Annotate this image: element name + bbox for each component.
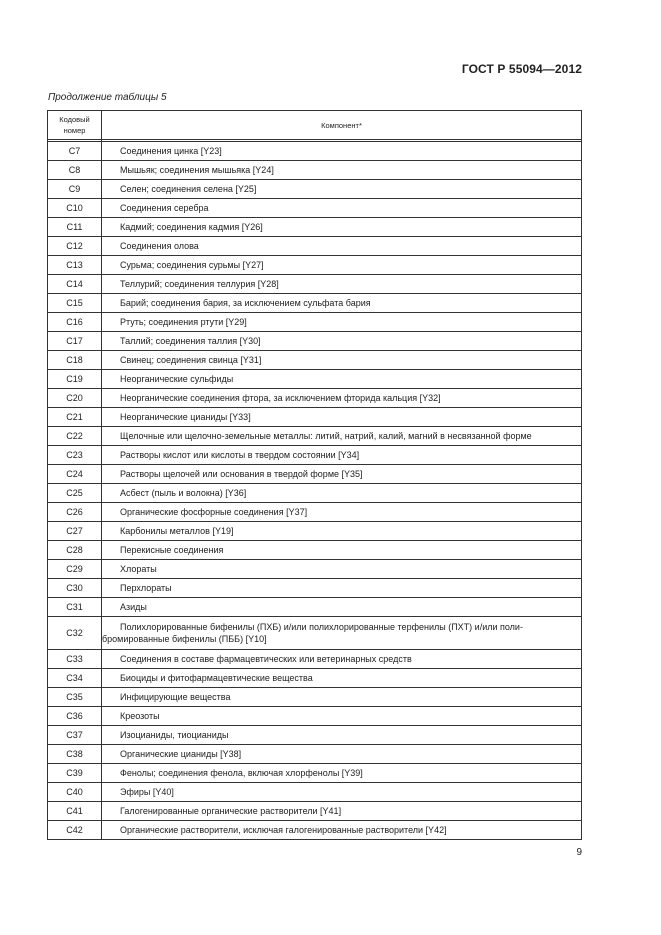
table-row bbox=[48, 783, 582, 802]
row-component: Щелочные или щелочно-земельные металлы: литий, натрий, калий, магний в несвязанной форме bbox=[102, 427, 582, 446]
row-code: C26 bbox=[48, 503, 102, 522]
row-component: Растворы кислот или кислоты в твердом состоянии [Y34] bbox=[102, 446, 582, 465]
table-body bbox=[48, 142, 582, 840]
row-code: C8 bbox=[48, 161, 102, 180]
table-row bbox=[48, 579, 582, 598]
row-component: Органические растворители, исключая галогенированные растворители [Y42] bbox=[102, 821, 582, 840]
table-caption: Продолжение таблицы 5 bbox=[48, 92, 167, 103]
row-code: C22 bbox=[48, 427, 102, 446]
table-row bbox=[48, 707, 582, 726]
table-row bbox=[48, 294, 582, 313]
table-row bbox=[48, 541, 582, 560]
row-component: Перхлораты bbox=[102, 579, 582, 598]
row-component bbox=[102, 617, 582, 650]
row-component: Биоциды и фитофармацевтические вещества bbox=[102, 669, 582, 688]
row-code: C33 bbox=[48, 650, 102, 669]
row-component: Галогенированные органические растворители [Y41] bbox=[102, 802, 582, 821]
table-row bbox=[48, 218, 582, 237]
row-code: C18 bbox=[48, 351, 102, 370]
row-component: Изоцианиды, тиоцианиды bbox=[102, 726, 582, 745]
table-row bbox=[48, 142, 582, 161]
row-code: C23 bbox=[48, 446, 102, 465]
row-code: C7 bbox=[48, 142, 102, 161]
row-code: C31 bbox=[48, 598, 102, 617]
table-row bbox=[48, 427, 582, 446]
table-row bbox=[48, 256, 582, 275]
table-row bbox=[48, 389, 582, 408]
row-component: Сурьма; соединения сурьмы [Y27] bbox=[102, 256, 582, 275]
row-code: C28 bbox=[48, 541, 102, 560]
components-table bbox=[47, 110, 582, 840]
row-component: Азиды bbox=[102, 598, 582, 617]
table-row bbox=[48, 237, 582, 256]
table-row bbox=[48, 617, 582, 650]
row-code: C9 bbox=[48, 180, 102, 199]
row-code: C16 bbox=[48, 313, 102, 332]
table-row bbox=[48, 560, 582, 579]
table-row bbox=[48, 351, 582, 370]
row-code: C30 bbox=[48, 579, 102, 598]
row-component: Растворы щелочей или основания в твердой форме [Y35] bbox=[102, 465, 582, 484]
table-row bbox=[48, 688, 582, 707]
row-component: Селен; соединения селена [Y25] bbox=[102, 180, 582, 199]
table-row bbox=[48, 370, 582, 389]
row-code: C25 bbox=[48, 484, 102, 503]
row-code: C15 bbox=[48, 294, 102, 313]
table-row bbox=[48, 465, 582, 484]
row-code: C40 bbox=[48, 783, 102, 802]
row-code: C39 bbox=[48, 764, 102, 783]
row-code: C29 bbox=[48, 560, 102, 579]
column-header-code-line1: Кодовый bbox=[59, 115, 90, 124]
table-row bbox=[48, 802, 582, 821]
row-code: C37 bbox=[48, 726, 102, 745]
table-row bbox=[48, 180, 582, 199]
row-component: Неорганические цианиды [Y33] bbox=[102, 408, 582, 427]
row-component: Перекисные соединения bbox=[102, 541, 582, 560]
row-component: Фенолы; соединения фенола, включая хлорфенолы [Y39] bbox=[102, 764, 582, 783]
table-row bbox=[48, 332, 582, 351]
row-code: C13 bbox=[48, 256, 102, 275]
row-component: Мышьяк; соединения мышьяка [Y24] bbox=[102, 161, 582, 180]
row-code: C11 bbox=[48, 218, 102, 237]
row-code: C42 bbox=[48, 821, 102, 840]
row-code: C27 bbox=[48, 522, 102, 541]
row-code: C17 bbox=[48, 332, 102, 351]
row-component: Свинец; соединения свинца [Y31] bbox=[102, 351, 582, 370]
table-row bbox=[48, 669, 582, 688]
table-row bbox=[48, 161, 582, 180]
row-code: C41 bbox=[48, 802, 102, 821]
row-code: C14 bbox=[48, 275, 102, 294]
row-code: C10 bbox=[48, 199, 102, 218]
row-code: C35 bbox=[48, 688, 102, 707]
row-component: Неорганические соединения фтора, за исключением фторида кальция [Y32] bbox=[102, 389, 582, 408]
row-code: C24 bbox=[48, 465, 102, 484]
table-row bbox=[48, 275, 582, 294]
page-number: 9 bbox=[576, 847, 582, 858]
row-component: Ртуть; соединения ртути [Y29] bbox=[102, 313, 582, 332]
row-component: Органические цианиды [Y38] bbox=[102, 745, 582, 764]
row-component: Хлораты bbox=[102, 560, 582, 579]
row-code: C36 bbox=[48, 707, 102, 726]
column-header-component: Компонент* bbox=[102, 111, 582, 140]
row-code: C34 bbox=[48, 669, 102, 688]
standard-number: ГОСТ Р 55094—2012 bbox=[461, 62, 582, 76]
table-row bbox=[48, 764, 582, 783]
row-component: Карбонилы металлов [Y19] bbox=[102, 522, 582, 541]
table-row bbox=[48, 503, 582, 522]
row-code: C20 bbox=[48, 389, 102, 408]
table-row bbox=[48, 650, 582, 669]
row-component: Теллурий; соединения теллурия [Y28] bbox=[102, 275, 582, 294]
table-header-row bbox=[48, 111, 582, 140]
row-component: Барий; соединения бария, за исключением сульфата бария bbox=[102, 294, 582, 313]
row-code: C38 bbox=[48, 745, 102, 764]
table-row bbox=[48, 484, 582, 503]
row-component: Кадмий; соединения кадмия [Y26] bbox=[102, 218, 582, 237]
row-component: Соединения серебра bbox=[102, 199, 582, 218]
table-row bbox=[48, 598, 582, 617]
row-component-line1: Полихлорированные бифенилы (ПХБ) и/или полихлорированные терфенилы (ПХТ) и/или поли- bbox=[120, 622, 523, 632]
column-header-code bbox=[48, 111, 102, 140]
row-component: Асбест (пыль и волокна) [Y36] bbox=[102, 484, 582, 503]
row-component: Соединения в составе фармацевтических или ветеринарных средств bbox=[102, 650, 582, 669]
row-component: Таллий; соединения таллия [Y30] bbox=[102, 332, 582, 351]
table-row bbox=[48, 821, 582, 840]
row-component: Соединения цинка [Y23] bbox=[102, 142, 582, 161]
row-component: Органические фосфорные соединения [Y37] bbox=[102, 503, 582, 522]
row-code: C19 bbox=[48, 370, 102, 389]
table-row bbox=[48, 313, 582, 332]
table-row bbox=[48, 199, 582, 218]
table-row bbox=[48, 446, 582, 465]
column-header-code-line2: номер bbox=[63, 126, 86, 135]
row-component: Соединения олова bbox=[102, 237, 582, 256]
table-row bbox=[48, 408, 582, 427]
table-row bbox=[48, 745, 582, 764]
row-component: Эфиры [Y40] bbox=[102, 783, 582, 802]
row-component: Инфицирующие вещества bbox=[102, 688, 582, 707]
row-code: C12 bbox=[48, 237, 102, 256]
table-row bbox=[48, 522, 582, 541]
row-component: Креозоты bbox=[102, 707, 582, 726]
row-code: C32 bbox=[48, 617, 102, 650]
row-component: Неорганические сульфиды bbox=[102, 370, 582, 389]
row-code: C21 bbox=[48, 408, 102, 427]
table-row bbox=[48, 726, 582, 745]
row-component-line2: бромированные бифенилы (ПББ) [Y10] bbox=[102, 634, 267, 644]
